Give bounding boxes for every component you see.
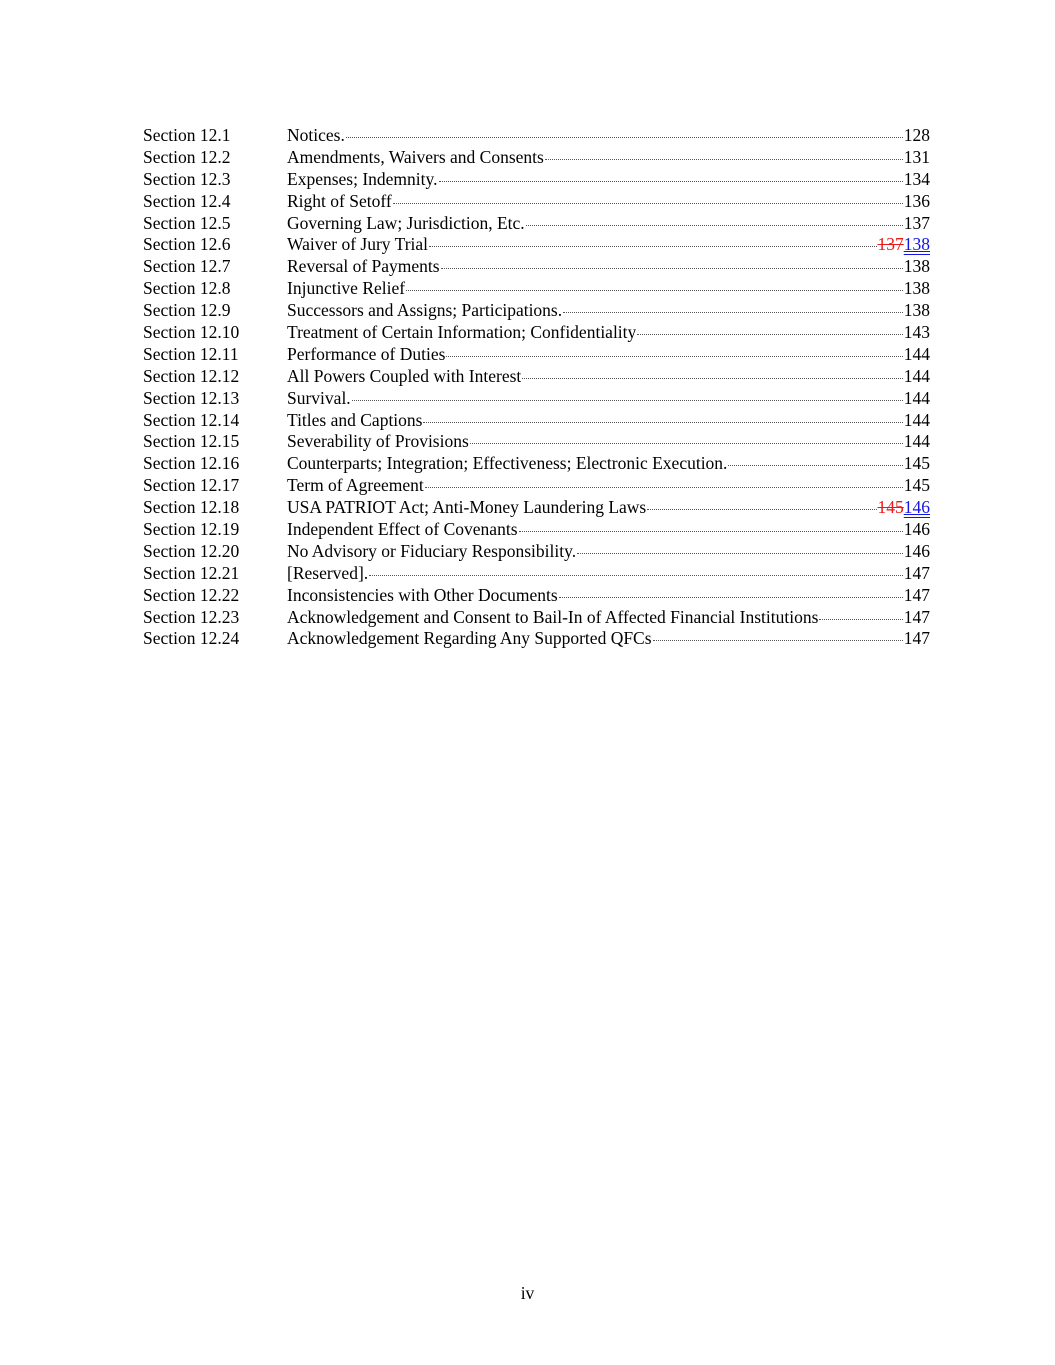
page-number [904, 607, 930, 629]
section-number: Section 12.7 [143, 256, 231, 277]
dot-leader [819, 619, 902, 620]
toc-entry[interactable] [143, 607, 930, 629]
dot-leader [346, 137, 903, 138]
section-title: Titles and Captions [287, 409, 423, 430]
section-title: Governing Law; Jurisdiction, Etc. [287, 212, 525, 233]
dot-leader [369, 575, 903, 576]
page-number [904, 628, 930, 650]
toc-entry[interactable] [143, 125, 930, 147]
section-number: Section 12.12 [143, 365, 240, 386]
section-number: Section 12.14 [143, 409, 240, 430]
section-number: Section 12.2 [143, 146, 231, 167]
section-title: Performance of Duties [287, 343, 446, 364]
section-number: Section 12.13 [143, 387, 240, 408]
section-number: Section 12.24 [143, 628, 240, 649]
page-value: 138 [903, 278, 930, 299]
dot-leader [446, 356, 902, 357]
page-value: 128 [903, 125, 930, 145]
dot-leader [559, 597, 903, 598]
section-title: Treatment of Certain Information; Confidentiality [287, 322, 637, 343]
section-number: Section 12.8 [143, 278, 231, 299]
toc-entry[interactable] [143, 541, 930, 563]
page-value: 147 [903, 562, 930, 583]
toc-entry[interactable] [143, 475, 930, 497]
page-number [904, 191, 930, 213]
dot-leader [522, 378, 902, 379]
section-number: Section 12.18 [143, 497, 240, 518]
page-value: 134 [903, 168, 930, 189]
page-number [878, 497, 931, 519]
section-title: Acknowledgement and Consent to Bail-In of Affected Financial Institutions [287, 606, 819, 627]
page-value: 147 [903, 606, 930, 627]
page-value: 144 [903, 431, 930, 452]
page-number [904, 300, 930, 322]
dot-leader [470, 443, 903, 444]
toc-entry[interactable] [143, 169, 930, 191]
toc-entry[interactable] [143, 300, 930, 322]
page-number [904, 475, 930, 497]
page-number [904, 125, 930, 147]
page-value: 138 [903, 300, 930, 321]
page-value: 145 [903, 453, 930, 474]
dot-leader [441, 268, 903, 269]
page-value: 146 [903, 519, 930, 540]
page-value: 136 [903, 190, 930, 211]
toc-entry[interactable] [143, 147, 930, 169]
toc-entry[interactable] [143, 322, 930, 344]
page-number [904, 169, 930, 191]
toc-entry[interactable] [143, 344, 930, 366]
section-title: Amendments, Waivers and Consents [287, 146, 544, 167]
dot-leader [352, 400, 903, 401]
page-number [904, 213, 930, 235]
section-title: Independent Effect of Covenants [287, 519, 518, 540]
section-title: No Advisory or Fiduciary Responsibility. [287, 540, 577, 561]
page-value: 144 [903, 365, 930, 386]
dot-leader [647, 509, 876, 510]
section-number: Section 12.3 [143, 168, 231, 189]
dot-leader [545, 159, 903, 160]
section-number: Section 12.17 [143, 475, 240, 496]
page-number [904, 147, 930, 169]
inserted-page-value[interactable]: 138 [903, 234, 930, 255]
page-number [904, 585, 930, 607]
section-title: All Powers Coupled with Interest [287, 365, 522, 386]
section-title: Survival. [287, 387, 351, 408]
section-title: Injunctive Relief [287, 278, 406, 299]
section-number: Section 12.5 [143, 212, 231, 233]
table-of-contents [143, 125, 930, 650]
deleted-page-value: 145 [877, 497, 904, 518]
section-title: Inconsistencies with Other Documents [287, 584, 558, 605]
section-number: Section 12.16 [143, 453, 240, 474]
section-number: Section 12.20 [143, 540, 240, 561]
section-number: Section 12.11 [143, 343, 239, 364]
page-value: 147 [903, 584, 930, 605]
section-title: Expenses; Indemnity. [287, 168, 438, 189]
page-value: 146 [903, 540, 930, 561]
page-value: 144 [903, 387, 930, 408]
toc-entry[interactable] [143, 191, 930, 213]
dot-leader [577, 553, 903, 554]
page-value: 137 [903, 212, 930, 233]
page-number [904, 519, 930, 541]
page-number [904, 278, 930, 300]
deleted-page-value: 137 [877, 234, 904, 255]
dot-leader [423, 422, 902, 423]
dot-leader [439, 181, 903, 182]
toc-entry[interactable] [143, 388, 930, 410]
section-title: Waiver of Jury Trial [287, 234, 429, 255]
section-title: Reversal of Payments [287, 256, 440, 277]
page-number [904, 366, 930, 388]
toc-entry[interactable] [143, 519, 930, 541]
section-title: Successors and Assigns; Participations. [287, 300, 563, 321]
dot-leader [406, 290, 903, 291]
page-number [904, 431, 930, 453]
section-title: [Reserved]. [287, 562, 369, 583]
toc-entry[interactable] [143, 366, 930, 388]
dot-leader [393, 203, 903, 204]
dot-leader [637, 334, 902, 335]
section-number: Section 12.15 [143, 431, 240, 452]
section-title: USA PATRIOT Act; Anti-Money Laundering Laws [287, 497, 647, 518]
section-number: Section 12.10 [143, 322, 240, 343]
dot-leader [425, 487, 903, 488]
section-title: Right of Setoff [287, 190, 392, 211]
section-number: Section 12.9 [143, 300, 231, 321]
dot-leader [526, 225, 903, 226]
page-number [904, 322, 930, 344]
toc-entry[interactable] [143, 278, 930, 300]
page-number [904, 256, 930, 278]
dot-leader [653, 640, 903, 641]
toc-entry[interactable] [143, 234, 930, 256]
dot-leader [429, 246, 876, 247]
page-number [878, 234, 931, 256]
section-title: Counterparts; Integration; Effectiveness; Electronic Execution. [287, 453, 728, 474]
toc-entry[interactable] [143, 497, 930, 519]
inserted-page-value[interactable]: 146 [903, 497, 930, 518]
toc-entry[interactable] [143, 431, 930, 453]
toc-entry[interactable] [143, 410, 930, 432]
page-number [904, 453, 930, 475]
toc-entry[interactable] [143, 453, 930, 475]
page-value: 131 [903, 146, 930, 167]
section-title: Acknowledgement Regarding Any Supported QFCs [287, 628, 652, 649]
page-number [904, 388, 930, 410]
page-value: 143 [903, 322, 930, 343]
page-value: 144 [903, 343, 930, 364]
page-value: 145 [903, 475, 930, 496]
section-number: Section 12.23 [143, 606, 240, 627]
page-number [904, 410, 930, 432]
section-number: Section 12.22 [143, 584, 240, 605]
page-value: 144 [903, 409, 930, 430]
toc-entry[interactable] [143, 213, 930, 235]
section-title: Term of Agreement [287, 475, 424, 496]
page-number [904, 541, 930, 563]
dot-leader [563, 312, 903, 313]
section-title: Severability of Provisions [287, 431, 469, 452]
section-number: Section 12.4 [143, 190, 231, 211]
page-value: 147 [903, 628, 930, 649]
footer-page-number: iv [520, 1283, 535, 1303]
toc-entry[interactable] [143, 628, 930, 650]
section-title: Notices. [287, 125, 345, 145]
page-number [904, 563, 930, 585]
section-number: Section 12.1 [143, 125, 231, 145]
toc-entry[interactable] [143, 563, 930, 585]
section-number: Section 12.19 [143, 519, 240, 540]
toc-entry[interactable] [143, 256, 930, 278]
section-number: Section 12.21 [143, 562, 240, 583]
dot-leader [519, 531, 903, 532]
section-number: Section 12.6 [143, 234, 231, 255]
dot-leader [728, 465, 902, 466]
page-number [904, 344, 930, 366]
toc-entry[interactable] [143, 585, 930, 607]
page-value: 138 [903, 256, 930, 277]
